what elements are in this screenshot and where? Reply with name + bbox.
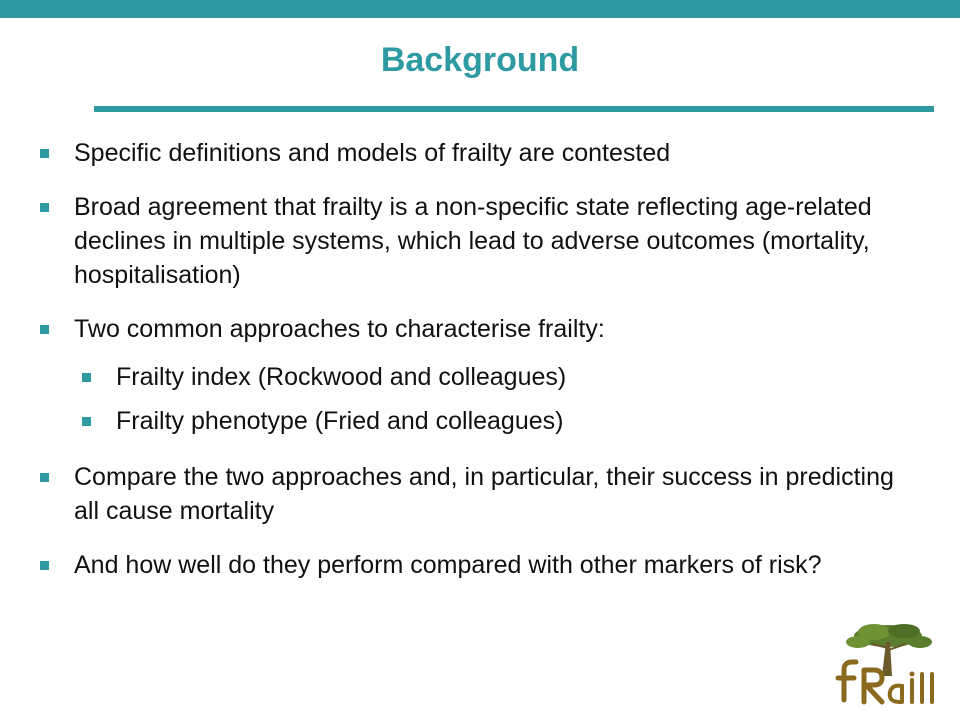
square-bullet-icon xyxy=(40,561,49,570)
frail-logo xyxy=(830,618,940,708)
square-bullet-icon xyxy=(82,373,91,382)
sub-bullet-text: Frailty index (Rockwood and colleagues) xyxy=(116,363,567,391)
bullet-text: And how well do they perform compared with other markers of risk? xyxy=(74,551,822,579)
sub-bullet-text: Frailty phenotype (Fried and colleagues) xyxy=(116,407,564,435)
bullet-item xyxy=(36,460,916,528)
bullet-item xyxy=(36,548,916,582)
bullet-item xyxy=(36,312,916,346)
bullet-text: Two common approaches to characterise frailty: xyxy=(74,315,605,343)
tree-icon xyxy=(846,624,932,676)
bullet-text: Broad agreement that frailty is a non-specific state reflecting age-related declines in multiple systems, which lead to adverse outcomes (mortality, hospitalisation) xyxy=(74,193,872,289)
square-bullet-icon xyxy=(40,325,49,334)
square-bullet-icon xyxy=(40,203,49,212)
sub-bullet-item xyxy=(36,404,916,438)
top-accent-bar xyxy=(0,0,960,18)
bullet-item xyxy=(36,190,916,292)
title-divider xyxy=(94,106,934,112)
slide-title: Background xyxy=(380,41,580,79)
bullet-text: Compare the two approaches and, in particular, their success in predicting all cause mortality xyxy=(74,463,894,525)
square-bullet-icon xyxy=(40,473,49,482)
square-bullet-icon xyxy=(82,417,91,426)
bullet-list xyxy=(36,136,916,602)
sub-bullet-item xyxy=(36,360,916,394)
bullet-text: Specific definitions and models of frailty are contested xyxy=(74,139,671,167)
bullet-item xyxy=(36,136,916,170)
square-bullet-icon xyxy=(40,149,49,158)
